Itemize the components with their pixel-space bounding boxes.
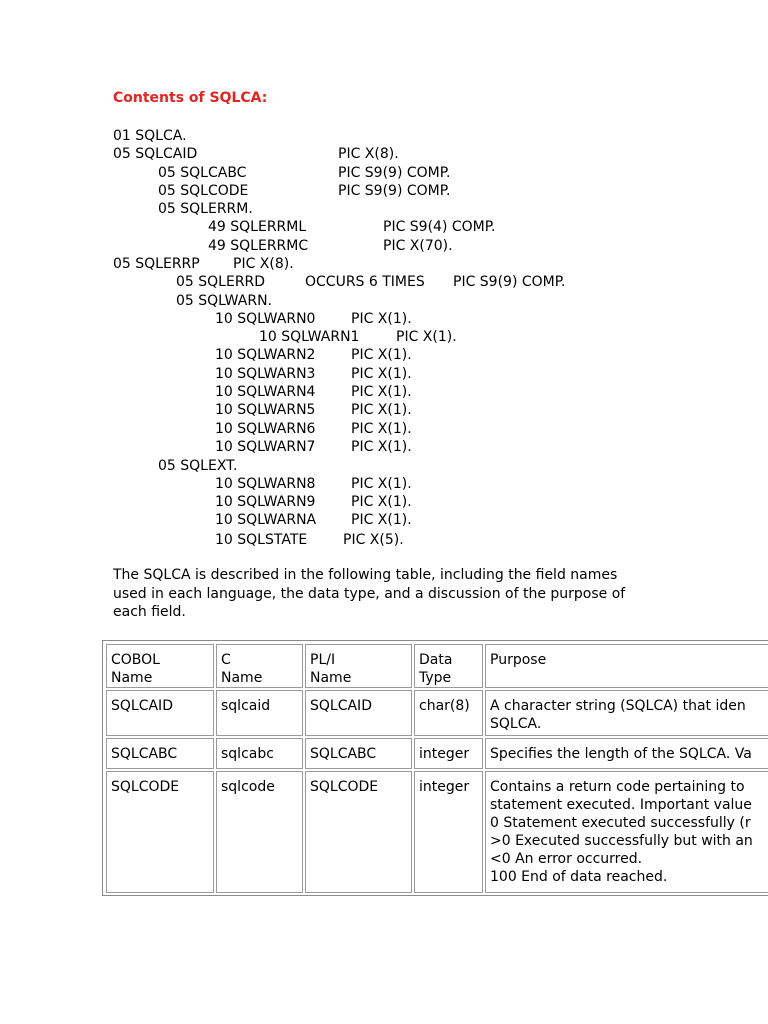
code-label: 05 SQLCAID — [113, 146, 198, 162]
header-data-type: Data Type — [414, 644, 483, 688]
table-cell-purpose: Contains a return code pertaining to statement executed. Important value 0 Statement executed successfully (r >0 Executed successfully but with an <0 An error occurred. 100 End of data reached. — [485, 771, 768, 893]
code-line-sqlwarn8: 10 SQLWARN8 — [215, 476, 316, 492]
code-pic-sqlwarna: PIC X(1). — [351, 512, 412, 528]
code-pic-sqlcabc: PIC S9(9) COMP. — [338, 165, 451, 181]
code-pic-sqlwarn6: PIC X(1). — [351, 421, 412, 437]
code-label: 01 SQLCA. — [113, 128, 187, 144]
header-c-name: C Name — [216, 644, 303, 688]
table-cell-c: sqlcabc — [216, 738, 303, 769]
code-pic-sqlwarn0: PIC X(1). — [351, 311, 412, 327]
code-line-sqlwarn: 05 SQLWARN. — [176, 293, 272, 309]
table-cell-pli: SQLCAID — [305, 690, 412, 736]
code-occurs-sqlerrd: OCCURS 6 TIMES — [305, 274, 425, 290]
code-pic-sqlwarn5: PIC X(1). — [351, 402, 412, 418]
code-line-sqlwarn5: 10 SQLWARN5 — [215, 402, 316, 418]
table-cell-pli: SQLCODE — [305, 771, 412, 893]
code-line-sqlwarn7: 10 SQLWARN7 — [215, 439, 316, 455]
code-line-sqlwarn0: 10 SQLWARN0 — [215, 311, 316, 327]
code-pic-sqlwarn9: PIC X(1). — [351, 494, 412, 510]
code-pic-sqlwarn3: PIC X(1). — [351, 366, 412, 382]
code-line-sqlwarn2: 10 SQLWARN2 — [215, 347, 316, 363]
header-cobol-name: COBOL Name — [106, 644, 214, 688]
code-pic-sqlwarn8: PIC X(1). — [351, 476, 412, 492]
code-line-sqlext: 05 SQLEXT. — [158, 458, 238, 474]
table-cell-purpose: A character string (SQLCA) that iden SQLCA. — [485, 690, 768, 736]
code-pic-sqlerrp: PIC X(8). — [233, 256, 294, 272]
code-pic-sqlerrmc: PIC X(70). — [383, 238, 453, 254]
section-heading: Contents of SQLCA: — [113, 90, 268, 106]
code-line-sqlcabc: 05 SQLCABC — [158, 165, 247, 181]
sqlca-table — [102, 640, 768, 896]
code-line-sqlerrd: 05 SQLERRD — [176, 274, 266, 290]
code-line-sqlwarn3: 10 SQLWARN3 — [215, 366, 316, 382]
code-pic-sqlcaid: PIC X(8). — [338, 146, 399, 162]
code-pic-sqlerrml: PIC S9(4) COMP. — [383, 219, 496, 235]
header-pli-name: PL/I Name — [305, 644, 412, 688]
code-line-sqlwarna: 10 SQLWARNA — [215, 512, 317, 528]
code-pic-sqlwarn7: PIC X(1). — [351, 439, 412, 455]
table-cell-c: sqlcode — [216, 771, 303, 893]
code-line-sqlwarn1: 10 SQLWARN1 — [259, 329, 360, 345]
header-purpose: Purpose — [485, 644, 768, 688]
code-line-sqlerrp: 05 SQLERRP — [113, 256, 200, 272]
table-cell-purpose: Specifies the length of the SQLCA. Va — [485, 738, 768, 769]
table-cell-cobol: SQLCAID — [106, 690, 214, 736]
code-line-sqlerrmc: 49 SQLERRMC — [208, 238, 309, 254]
code-line-sqlwarn4: 10 SQLWARN4 — [215, 384, 316, 400]
code-line-sqlwarn6: 10 SQLWARN6 — [215, 421, 316, 437]
table-cell-c: sqlcaid — [216, 690, 303, 736]
code-pic-sqlstate: PIC X(5). — [343, 532, 404, 548]
code-line-sqlerrm: 05 SQLERRM. — [158, 201, 253, 217]
table-cell-cobol: SQLCABC — [106, 738, 214, 769]
code-pic-sqlerrd: PIC S9(9) COMP. — [453, 274, 566, 290]
table-cell-pli: SQLCABC — [305, 738, 412, 769]
code-pic-sqlwarn4: PIC X(1). — [351, 384, 412, 400]
code-line-sqlwarn9: 10 SQLWARN9 — [215, 494, 316, 510]
table-cell-type: integer — [414, 771, 483, 893]
table-cell-type: char(8) — [414, 690, 483, 736]
code-line-sqlerrml: 49 SQLERRML — [208, 219, 307, 235]
intro-paragraph: The SQLCA is described in the following table, including the field names used in each language, the data type, and a discussion of the purpose of each field. — [113, 567, 626, 620]
table-cell-type: integer — [414, 738, 483, 769]
code-pic-sqlcode: PIC S9(9) COMP. — [338, 183, 451, 199]
code-line-sqlcode: 05 SQLCODE — [158, 183, 249, 199]
table-cell-cobol: SQLCODE — [106, 771, 214, 893]
code-pic-sqlwarn1: PIC X(1). — [396, 329, 457, 345]
code-pic-sqlwarn2: PIC X(1). — [351, 347, 412, 363]
code-line-sqlstate: 10 SQLSTATE — [215, 532, 308, 548]
